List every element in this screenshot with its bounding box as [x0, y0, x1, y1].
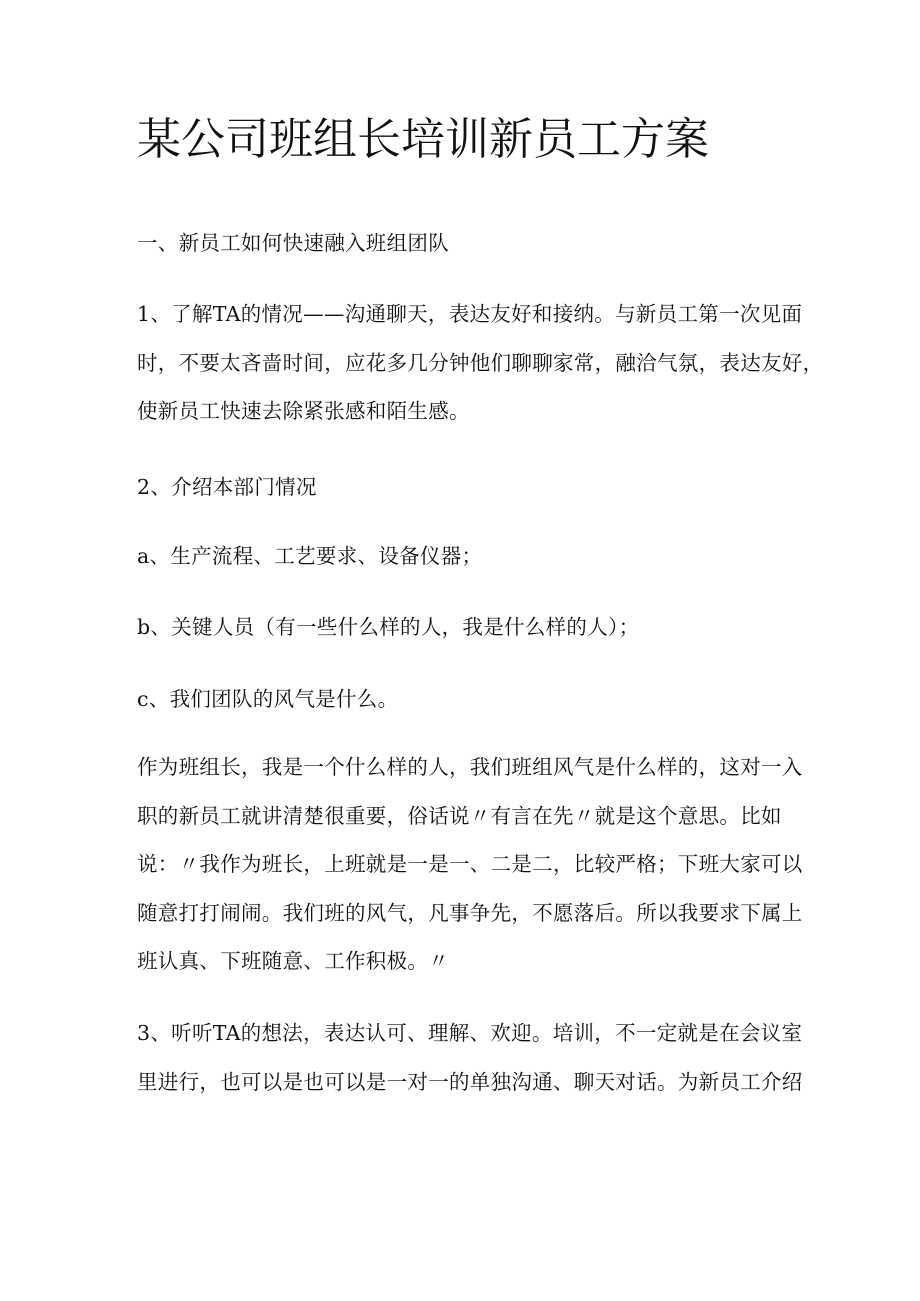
paragraph-line: 里进行，也可以是也可以是一对一的单独沟通、聊天对话。为新员工介绍 [137, 1069, 803, 1094]
paragraph-item-2b: b、关键人员（有一些什么样的人，我是什么样的人）； [137, 615, 640, 639]
paragraph-example [137, 743, 803, 986]
paragraph-line: 职的新员工就讲清楚很重要，俗话说〃有言在先〃就是这个意思。比如 [137, 803, 782, 828]
paragraph-line: 1、了解TA的情况——沟通聊天，表达友好和接纳。与新员工第一次见面 [137, 302, 803, 326]
section-heading: 一、新员工如何快速融入班组团队 [137, 231, 449, 255]
paragraph-line: 说：〃我作为班长，上班就是一是一、二是二，比较严格；下班大家可以 [137, 852, 803, 876]
paragraph-line: 3、听听TA的想法，表达认可、理解、欢迎。培训，不一定就是在会议室 [137, 1021, 803, 1045]
paragraph-line: 随意打打闹闹。我们班的风气，凡事争先，不愿落后。所以我要求下属上 [137, 900, 803, 925]
paragraph-item-3 [137, 1009, 803, 1106]
paragraph-item-1 [137, 290, 824, 436]
paragraph-line: 使新员工快速去除紧张感和陌生感。 [137, 399, 470, 423]
paragraph-line: 班认真、下班随意、工作积极。〃 [137, 949, 449, 973]
paragraph-item-2a: a、生产流程、工艺要求、设备仪器； [137, 544, 483, 568]
paragraph-line: 作为班组长，我是一个什么样的人，我们班组风气是什么样的，这对一入 [137, 755, 803, 779]
paragraph-line: 时，不要太吝啬时间，应花多几分钟他们聊聊家常，融洽气氛，表达友好， [137, 350, 824, 375]
document-title: 某公司班组长培训新员工方案 [137, 114, 709, 165]
paragraph-item-2c: c、我们团队的风气是什么。 [137, 687, 399, 711]
paragraph-item-2: 2、介绍本部门情况 [137, 475, 317, 499]
